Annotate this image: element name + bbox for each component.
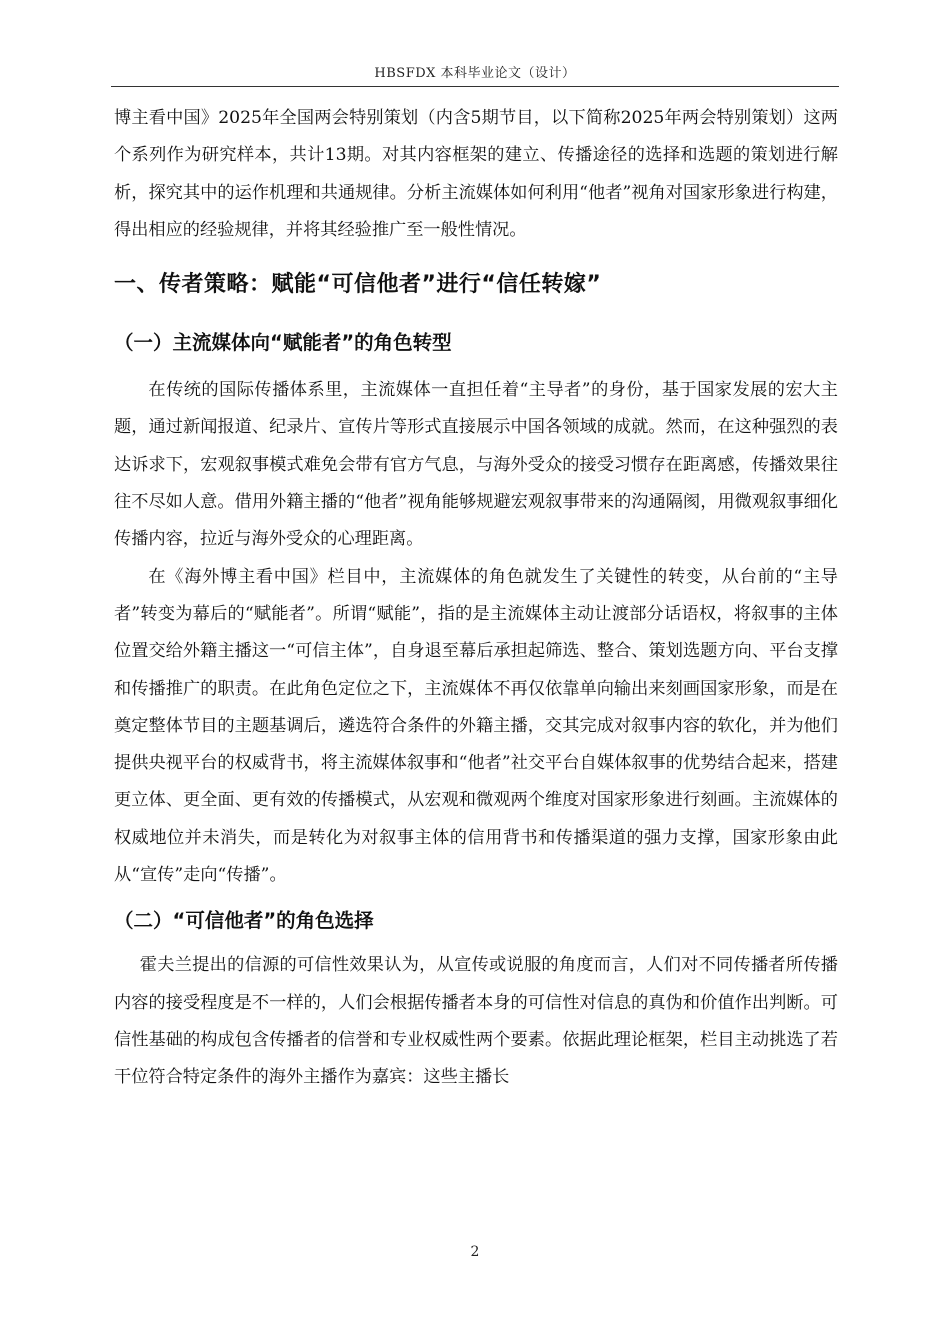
body-paragraph-3: 霍夫兰提出的信源的可信性效果认为，从宣传或说服的角度而言，人们对不同传播者所传播内容的接受程度是不一样的，人们会根据传播者本身的可信性对信息的真伪和价值作出判断。可信性基础的构成包含传播者的信誉和专业权威性两个要素。依据此理论框架，栏目主动挑选了若干位符合特定条件的海外主播作为嘉宾：这些主播长 [114, 955, 838, 1088]
subsection-heading-2: （二）“可信他者”的角色选择 [114, 909, 374, 933]
main-content [114, 100, 838, 1097]
section-heading-1: 一、传者策略：赋能“可信他者”进行“信任转嫁” [114, 272, 602, 298]
intro-paragraph: 博主看中国》2025年全国两会特别策划（内含5期节目，以下简称2025年两会特别策划）这两个系列作为研究样本，共计13期。对其内容框架的建立、传播途径的选择和选题的策划进行解析，探究其中的运作机理和共通规律。分析主流媒体如何利用“他者”视角对国家形象进行构建，得出相应的经验规律，并将其经验推广至一般性情况。 [114, 108, 838, 240]
body-paragraph-1: 在传统的国际传播体系里，主流媒体一直担任着“主导者”的身份，基于国家发展的宏大主题，通过新闻报道、纪录片、宣传片等形式直接展示中国各领域的成就。然而，在这种强烈的表达诉求下，宏观叙事模式难免会带有官方气息，与海外受众的接受习惯存在距离感，传播效果往往不尽如人意。借用外籍主播的“他者”视角能够规避宏观叙事带来的沟通隔阂，用微观叙事细化传播内容，拉近与海外受众的心理距离。 [114, 380, 838, 550]
page-number: 2 [470, 1244, 480, 1260]
subsection-heading-1: （一）主流媒体向“赋能者”的角色转型 [114, 331, 452, 355]
running-header: HBSFDX 本科毕业论文（设计） [374, 66, 576, 81]
header-rule [111, 86, 839, 87]
body-paragraph-2: 在《海外博主看中国》栏目中，主流媒体的角色就发生了关键性的转变，从台前的“主导者”转变为幕后的“赋能者”。所谓“赋能”，指的是主流媒体主动让渡部分话语权，将叙事的主体位置交给外籍主播这一“可信主体”，自身退至幕后承担起筛选、整合、策划选题方向、平台支撑和传播推广的职责。在此角色定位之下，主流媒体不再仅依靠单向输出来刻画国家形象，而是在奠定整体节目的主题基调后，遴选符合条件的外籍主播，交其完成对叙事内容的软化，并为他们提供央视平台的权威背书，将主流媒体叙事和“他者”社交平台自媒体叙事的优势结合起来，搭建更立体、更全面、更有效的传播模式，从宏观和微观两个维度对国家形象进行刻画。主流媒体的权威地位并未消失，而是转化为对叙事主体的信用背书和传播渠道的强力支撑，国家形象由此从“宣传”走向“传播”。 [114, 566, 838, 886]
